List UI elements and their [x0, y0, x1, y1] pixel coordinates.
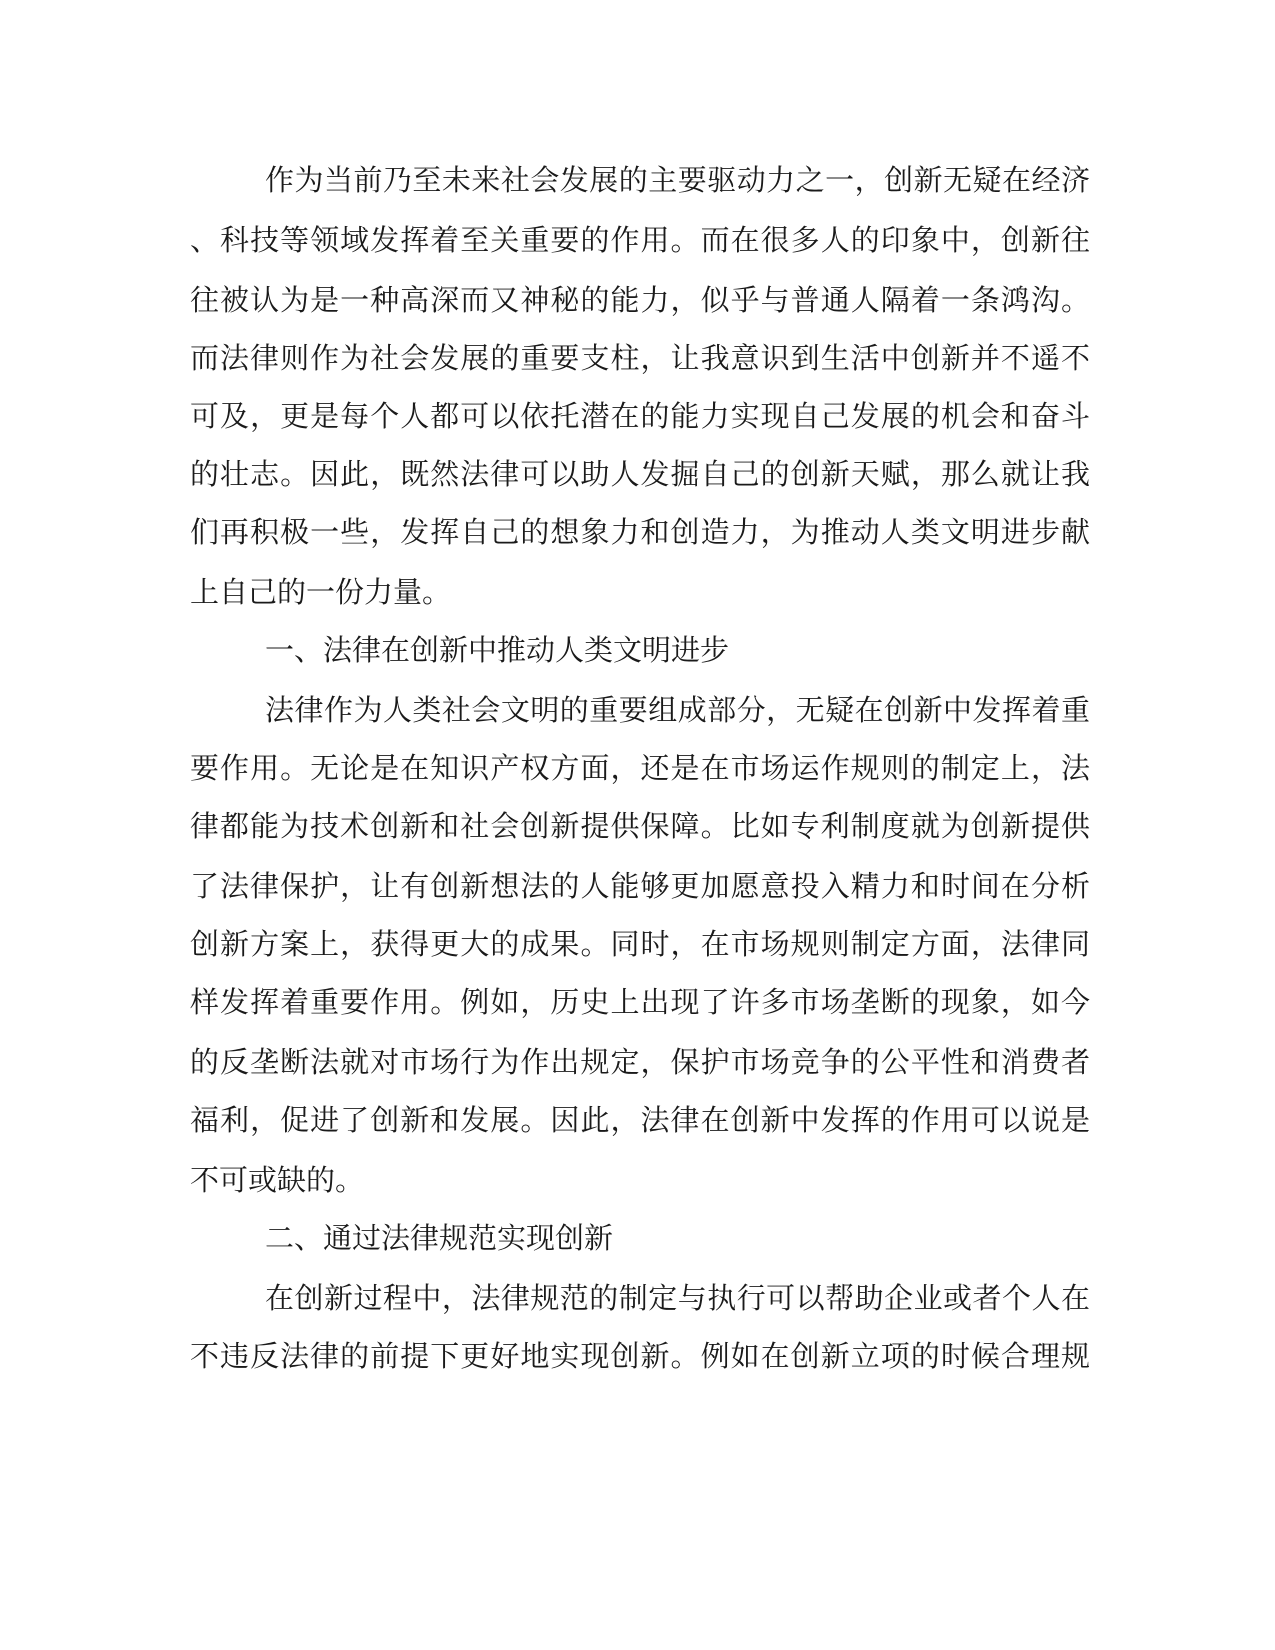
paragraph-line: 在创新过程中，法律规范的制定与执行可以帮助企业或者个人在: [265, 1281, 1090, 1315]
paragraph-line: 法律作为人类社会文明的重要组成部分，无疑在创新中发挥着重: [265, 693, 1090, 727]
paragraph-line: 作为当前乃至未来社会发展的主要驱动力之一，创新无疑在经济: [265, 163, 1090, 197]
paragraph-line: 、科技等领域发挥着至关重要的作用。而在很多人的印象中，创新往: [190, 223, 1090, 257]
paragraph-line: 而法律则作为社会发展的重要支柱，让我意识到生活中创新并不遥不: [190, 341, 1090, 375]
section-heading: 二、通过法律规范实现创新: [265, 1221, 614, 1255]
paragraph-line: 不违反法律的前提下更好地实现创新。例如在创新立项的时候合理规: [190, 1339, 1090, 1373]
paragraph-line: 不可或缺的。: [190, 1163, 365, 1197]
paragraph-line: 的壮志。因此，既然法律可以助人发掘自己的创新天赋，那么就让我: [190, 457, 1090, 491]
paragraph-line: 可及，更是每个人都可以依托潜在的能力实现自己发展的机会和奋斗: [190, 399, 1090, 433]
paragraph-line: 往被认为是一种高深而又神秘的能力，似乎与普通人隔着一条鸿沟。: [190, 283, 1090, 317]
paragraph-line: 样发挥着重要作用。例如，历史上出现了许多市场垄断的现象，如今: [190, 985, 1090, 1019]
section-heading: 一、法律在创新中推动人类文明进步: [265, 633, 730, 667]
paragraph-line: 了法律保护，让有创新想法的人能够更加愿意投入精力和时间在分析: [190, 869, 1090, 903]
paragraph-line: 福利，促进了创新和发展。因此，法律在创新中发挥的作用可以说是: [190, 1103, 1090, 1137]
paragraph-line: 创新方案上，获得更大的成果。同时，在市场规则制定方面，法律同: [190, 927, 1090, 961]
paragraph-line: 上自己的一份力量。: [190, 575, 452, 609]
paragraph-line: 们再积极一些，发挥自己的想象力和创造力，为推动人类文明进步献: [190, 515, 1090, 549]
paragraph-line: 的反垄断法就对市场行为作出规定，保护市场竞争的公平性和消费者: [190, 1045, 1090, 1079]
paragraph-line: 要作用。无论是在知识产权方面，还是在市场运作规则的制定上，法: [190, 751, 1090, 785]
paragraph-line: 律都能为技术创新和社会创新提供保障。比如专利制度就为创新提供: [190, 809, 1090, 843]
